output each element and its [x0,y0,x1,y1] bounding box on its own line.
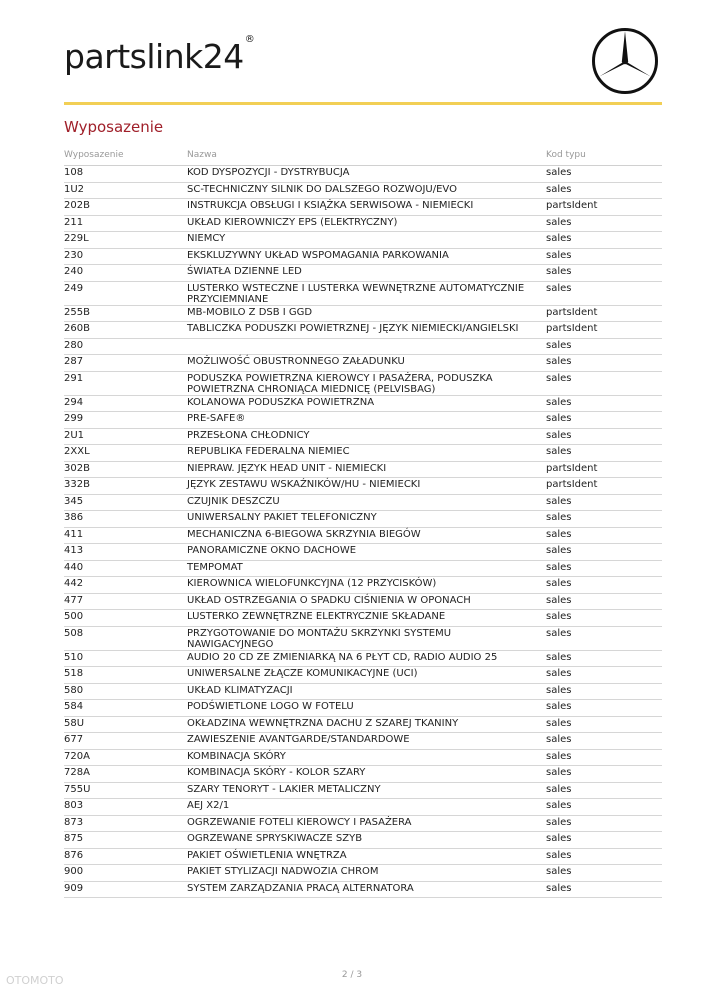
cell-type: sales [546,216,572,228]
cell-name: EKSKLUZYWNY UKŁAD WSPOMAGANIA PARKOWANIA [187,249,449,261]
table-row [64,544,662,561]
cell-type: sales [546,651,572,663]
cell-type: partsIdent [546,323,598,334]
mercedes-star-icon [590,26,660,96]
table-row [64,339,662,356]
cell-name: PRE-SAFE® [187,413,246,424]
cell-code: 386 [64,512,84,523]
cell-name: LUSTERKO WSTECZNE I LUSTERKA WEWNĘTRZNE AUTOMATYCZNIE PRZYCIEMNIANE [187,282,525,305]
cell-name: MECHANICZNA 6-BIEGOWA SKRZYNIA BIEGÓW [187,528,421,540]
cell-type: partsIdent [546,479,598,490]
cell-type: sales [546,413,572,424]
cell-name: SYSTEM ZARZĄDZANIA PRACĄ ALTERNATORA [187,882,414,894]
table-row [64,199,662,216]
table-row [64,610,662,627]
cell-code: 211 [64,216,84,228]
table-row [64,882,662,899]
cell-name: TABLICZKA PODUSZKI POWIETRZNEJ - JĘZYK NIEMIECKI/ANGIELSKI [187,323,519,334]
cell-code: 728A [64,767,90,778]
table-row [64,832,662,849]
cell-type: sales [546,800,572,811]
cell-code: 255B [64,306,90,318]
table-row [64,561,662,578]
cell-code: 230 [64,249,84,261]
cell-code: 58U [64,717,85,729]
table-row [64,166,662,183]
cell-code: 2U1 [64,429,85,441]
column-header-type: Kod typu [546,150,586,160]
cell-name: SC-TECHNICZNY SILNIK DO DALSZEGO ROZWOJU/EVO [187,183,457,195]
cell-name: PAKIET OŚWIETLENIA WNĘTRZA [187,849,347,861]
table-row [64,495,662,512]
cell-name: LUSTERKO ZEWNĘTRZNE ELEKTRYCZNIE SKŁADANE [187,611,446,622]
cell-code: 202B [64,200,90,211]
table-row [64,816,662,833]
table-row [64,511,662,528]
cell-name: UNIWERSALNE ZŁĄCZE KOMUNIKACYJNE (UCI) [187,668,418,679]
cell-name: UKŁAD OSTRZEGANIA O SPADKU CIŚNIENIA W OPONACH [187,594,471,606]
cell-type: sales [546,627,572,639]
cell-type: sales [546,528,572,540]
cell-type: partsIdent [546,462,598,474]
table-row [64,594,662,611]
cell-type: sales [546,266,572,277]
table-row [64,322,662,339]
table-row [64,684,662,701]
table-row [64,528,662,545]
cell-code: 477 [64,594,84,606]
cell-code: 299 [64,413,84,424]
table-row [64,216,662,233]
cell-type: sales [546,495,572,507]
cell-type: sales [546,750,572,762]
cell-name: OGRZEWANIE FOTELI KIEROWCY I PASAŻERA [187,816,412,828]
cell-type: sales [546,833,572,844]
watermark: OTOMOTO [6,974,64,987]
cell-name: CZUJNIK DESZCZU [187,495,280,507]
table-row [64,306,662,323]
cell-type: sales [546,734,572,745]
cell-type: sales [546,339,572,351]
table-row [64,462,662,479]
cell-type: sales [546,356,572,367]
logo-text: partslink24 [64,37,244,76]
cell-name: PAKIET STYLIZACJI NADWOZIA CHROM [187,866,379,877]
cell-type: sales [546,561,572,573]
table-row [64,766,662,783]
cell-code: 580 [64,684,84,696]
cell-code: 332B [64,479,90,490]
cell-type: sales [546,684,572,696]
table-row [64,412,662,429]
cell-code: 909 [64,882,84,894]
cell-code: 411 [64,528,84,540]
table-row [64,265,662,282]
cell-type: sales [546,183,572,195]
table-body [64,166,662,898]
table-row [64,733,662,750]
table-row [64,577,662,594]
cell-name: NIEMCY [187,233,226,244]
cell-code: 287 [64,356,84,367]
cell-type: sales [546,767,572,778]
cell-name: KOMBINACJA SKÓRY - KOLOR SZARY [187,767,366,778]
registered-mark: ® [244,34,255,45]
cell-name: OGRZEWANE SPRYSKIWACZE SZYB [187,833,363,844]
cell-type: sales [546,717,572,729]
cell-code: 1U2 [64,183,85,195]
cell-code: 229L [64,233,89,244]
table-row [64,429,662,446]
column-header-code: Wyposazenie [64,150,124,160]
cell-name: KOMBINACJA SKÓRY [187,750,286,762]
cell-type: sales [546,594,572,606]
cell-code: 677 [64,734,84,745]
cell-code: 413 [64,545,84,556]
cell-code: 500 [64,611,84,622]
cell-code: 2XXL [64,446,90,457]
table-row [64,445,662,462]
cell-type: sales [546,668,572,679]
cell-code: 440 [64,561,84,573]
cell-name: INSTRUKCJA OBSŁUGI I KSIĄŻKA SERWISOWA - NIEMIECKI [187,200,474,211]
cell-code: 584 [64,701,84,712]
cell-code: 260B [64,323,90,334]
cell-type: sales [546,783,572,795]
table-row [64,249,662,266]
cell-code: 875 [64,833,84,844]
cell-name: AEJ X2/1 [187,800,230,811]
cell-code: 518 [64,668,84,679]
table-row [64,700,662,717]
cell-name: NIEPRAW. JĘZYK HEAD UNIT - NIEMIECKI [187,462,387,474]
cell-type: sales [546,396,572,408]
cell-code: 442 [64,578,84,589]
table-row [64,849,662,866]
cell-type: partsIdent [546,306,598,318]
cell-type: sales [546,167,572,178]
table-row [64,396,662,413]
cell-name: KIEROWNICA WIELOFUNKCYJNA (12 PRZYCISKÓW) [187,578,437,589]
table-row [64,783,662,800]
table-row [64,651,662,668]
cell-code: 108 [64,167,84,178]
table-row [64,865,662,882]
cell-type: sales [546,429,572,441]
cell-name: KOLANOWA PODUSZKA POWIETRZNA [187,396,375,408]
cell-name: MB-MOBILO Z DSB I GGD [187,306,313,318]
cell-code: 291 [64,372,84,384]
cell-type: sales [546,611,572,622]
cell-type: sales [546,512,572,523]
cell-type: sales [546,701,572,712]
table-row [64,799,662,816]
cell-name: PODUSZKA POWIETRZNA KIEROWCY I PASAŻERA, PODUSZKA POWIETRZNA CHRONIĄCA MIEDNICĘ (PELVISBAG) [187,372,493,395]
partslink24-logo [64,34,255,76]
cell-type: sales [546,882,572,894]
cell-code: 302B [64,462,90,474]
page-number: 2 / 3 [341,970,363,980]
table-row [64,232,662,249]
cell-name: SZARY TENORYT - LAKIER METALICZNY [187,783,381,795]
cell-type: sales [546,545,572,556]
table-row [64,717,662,734]
cell-code: 876 [64,849,84,861]
cell-code: 510 [64,651,84,663]
cell-code: 508 [64,627,84,639]
header-rule [64,102,662,105]
cell-type: sales [546,866,572,877]
cell-name: PRZYGOTOWANIE DO MONTAŻU SKRZYNKI SYSTEMU NAWIGACYJNEGO [187,627,452,650]
cell-type: sales [546,578,572,589]
table-row [64,750,662,767]
cell-code: 900 [64,866,84,877]
cell-type: sales [546,282,572,294]
cell-code: 240 [64,266,84,277]
cell-name: UKŁAD KIEROWNICZY EPS (ELEKTRYCZNY) [187,216,398,228]
cell-name: ŚWIATŁA DZIENNE LED [187,266,302,277]
section-title: Wyposazenie [64,118,164,136]
cell-type: sales [546,816,572,828]
cell-code: 345 [64,495,84,507]
cell-code: 280 [64,339,84,351]
table-row [64,372,662,396]
cell-name: OKŁADZINA WEWNĘTRZNA DACHU Z SZAREJ TKANINY [187,717,459,729]
equipment-table [64,150,662,898]
cell-code: 294 [64,396,84,408]
table-row [64,478,662,495]
cell-name: TEMPOMAT [187,561,243,573]
cell-type: sales [546,446,572,457]
cell-name: PODŚWIETLONE LOGO W FOTELU [187,701,354,712]
cell-code: 873 [64,816,84,828]
cell-type: partsIdent [546,200,598,211]
column-header-name: Nazwa [187,150,217,160]
cell-name: AUDIO 20 CD ZE ZMIENIARKĄ NA 6 PŁYT CD, RADIO AUDIO 25 [187,651,498,663]
cell-name: JĘZYK ZESTAWU WSKAŹNIKÓW/HU - NIEMIECKI [187,479,421,490]
cell-name: UNIWERSALNY PAKIET TELEFONICZNY [187,512,377,523]
cell-type: sales [546,233,572,244]
cell-type: sales [546,249,572,261]
cell-name: PRZESŁONA CHŁODNICY [187,429,310,441]
table-header [64,150,662,166]
cell-name: PANORAMICZNE OKNO DACHOWE [187,545,357,556]
cell-type: sales [546,372,572,384]
table-row [64,667,662,684]
table-row [64,355,662,372]
cell-name: KOD DYSPOZYCJI - DYSTRYBUCJA [187,167,350,178]
table-row [64,627,662,651]
cell-code: 720A [64,750,90,762]
cell-name: REPUBLIKA FEDERALNA NIEMIEC [187,446,350,457]
cell-code: 803 [64,800,84,811]
cell-name: ZAWIESZENIE AVANTGARDE/STANDARDOWE [187,734,410,745]
cell-code: 755U [64,783,91,795]
cell-type: sales [546,849,572,861]
table-row [64,282,662,306]
cell-name: UKŁAD KLIMATYZACJI [187,684,293,696]
cell-code: 249 [64,282,84,294]
cell-name: MOŻLIWOŚĆ OBUSTRONNEGO ZAŁADUNKU [187,356,405,367]
table-row [64,183,662,200]
